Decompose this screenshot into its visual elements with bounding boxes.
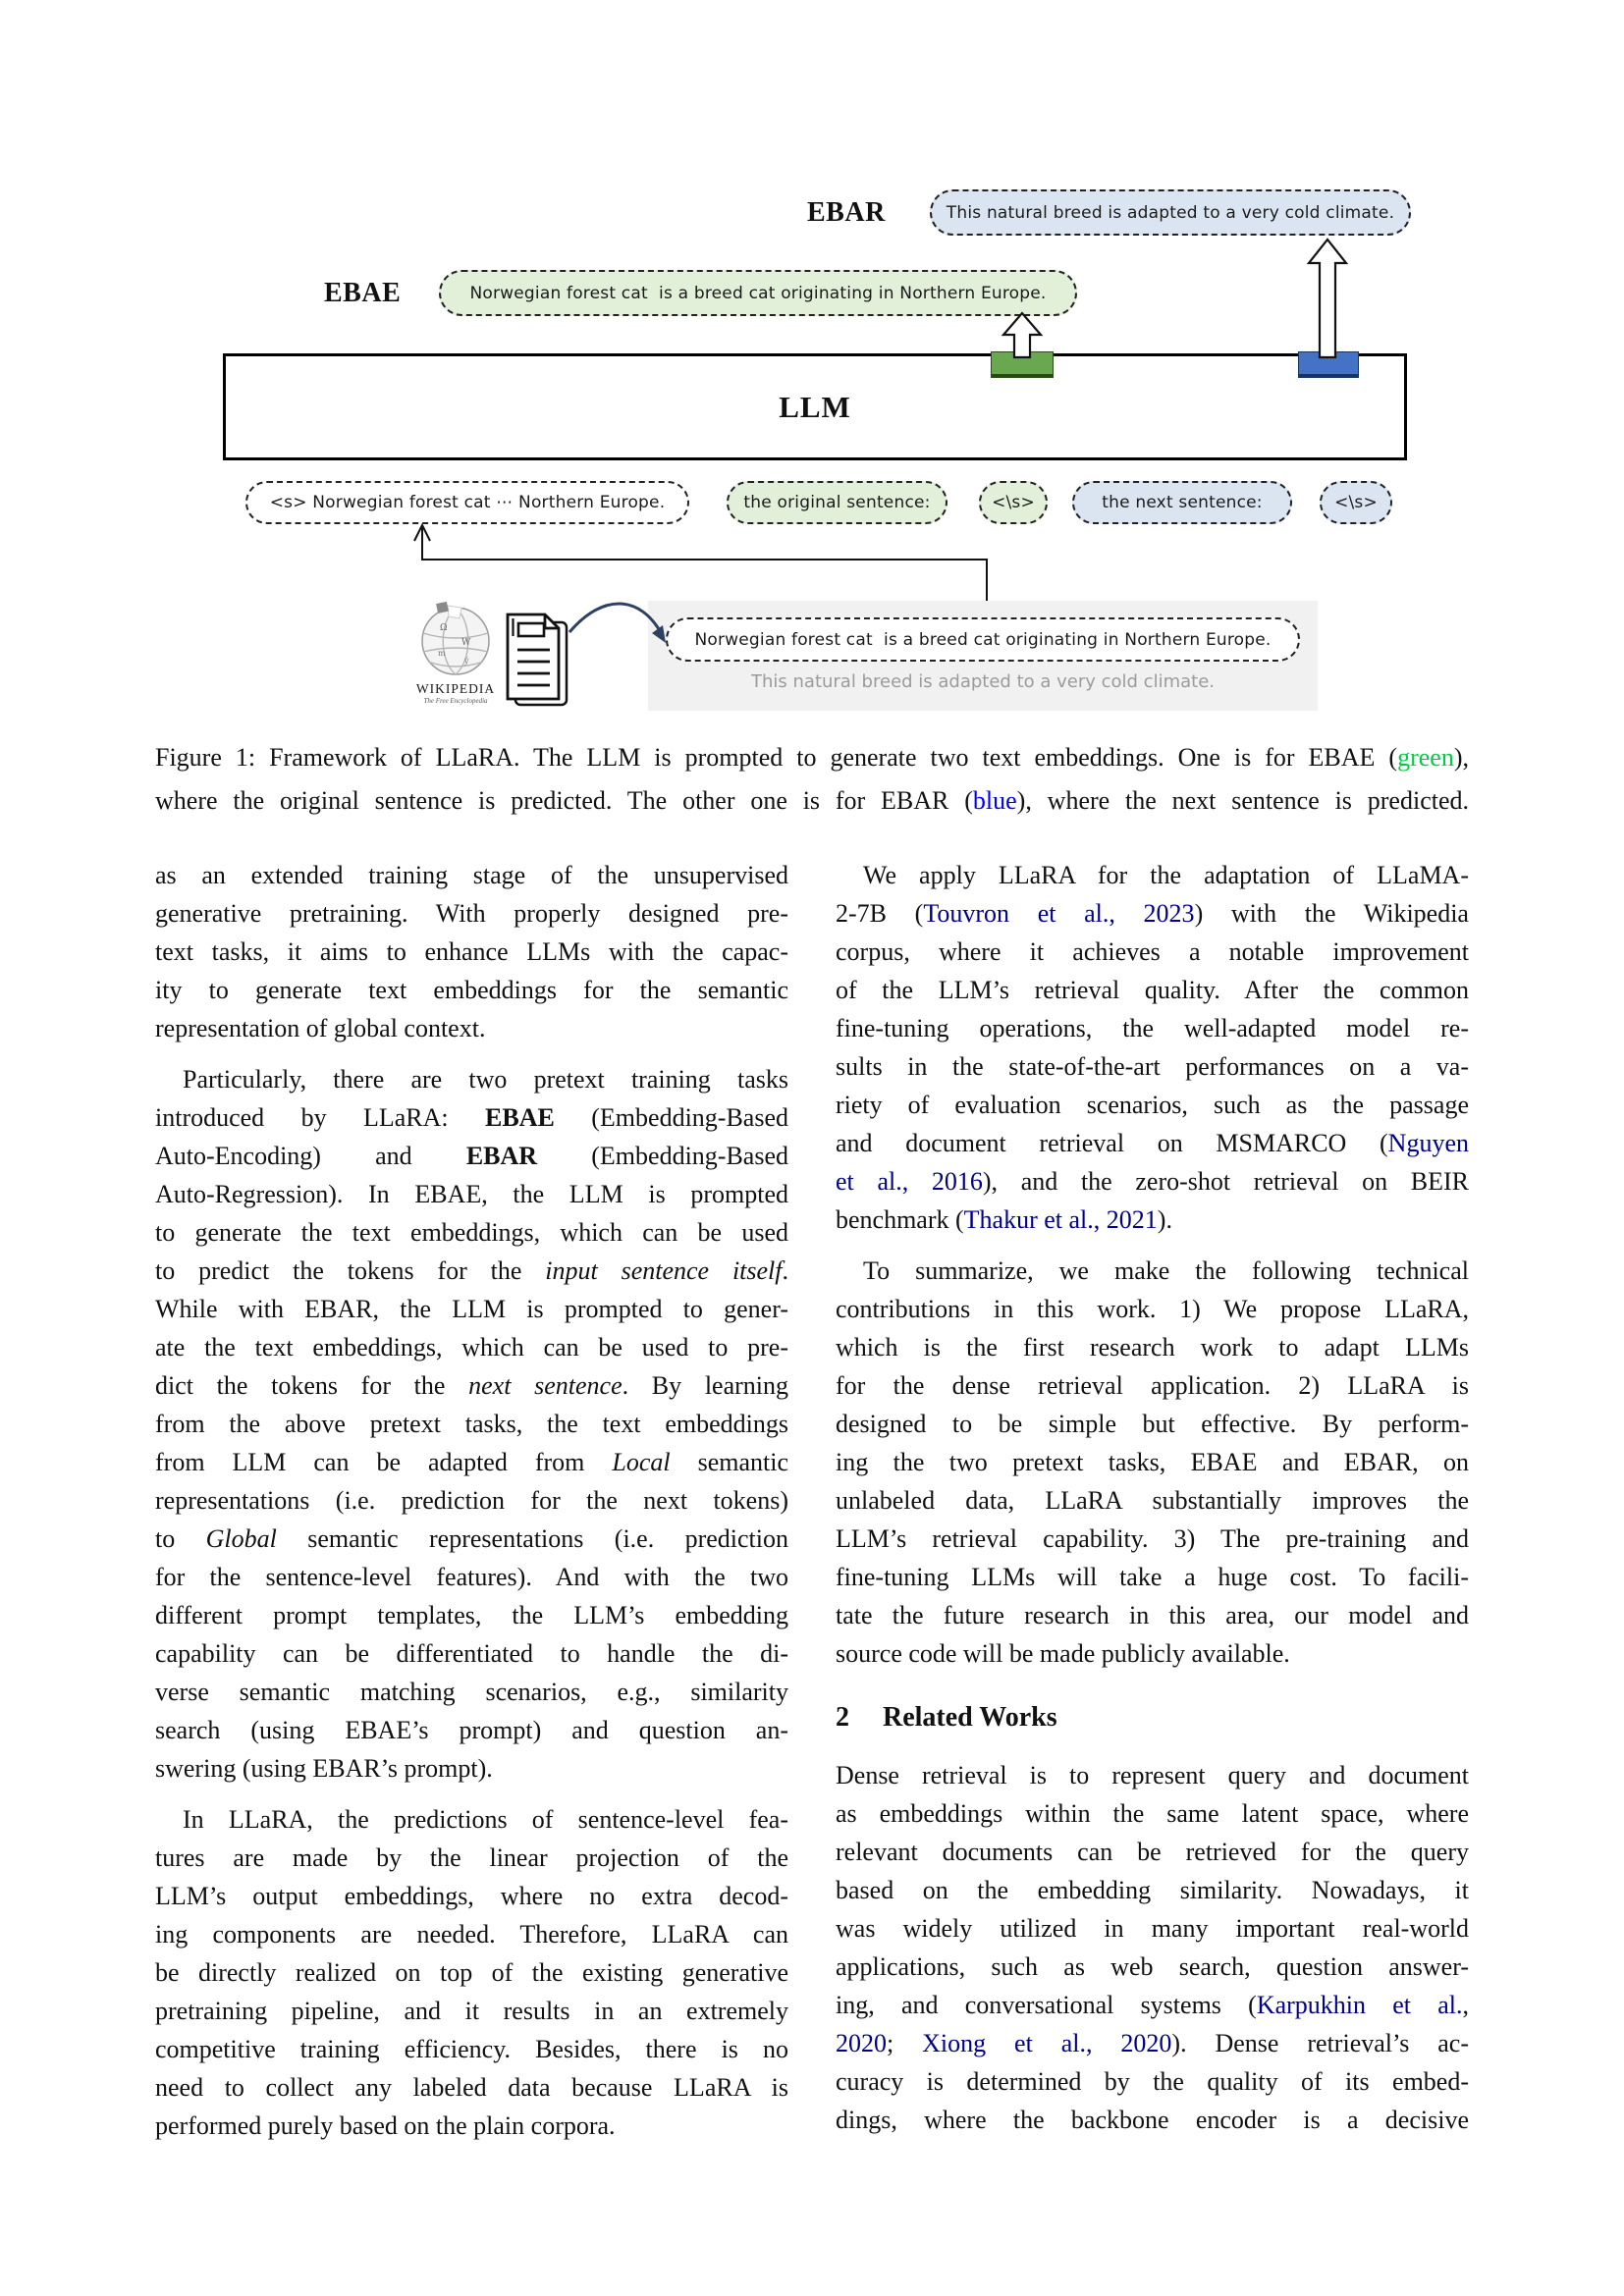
- text-line: [836, 1009, 1469, 1047]
- text-segment: designed to be simple but effective. By perform-: [836, 1410, 1469, 1438]
- text-line: [836, 1162, 1469, 1201]
- text-line: [155, 1481, 788, 1520]
- text-segment: based on the embedding similarity. Nowadays, it: [836, 1876, 1469, 1904]
- document-icon: [494, 611, 576, 711]
- text-segment: swering (using EBAR’s prompt).: [155, 1754, 493, 1783]
- citation-link[interactable]: Thakur et al., 2021: [963, 1205, 1158, 1234]
- text-segment: next sentence: [468, 1371, 623, 1400]
- text-line: [155, 1252, 788, 1290]
- text-segment: for the dense retrieval application. 2) LLaRA is: [836, 1371, 1469, 1400]
- text-segment: ), and the zero-shot retrieval on BEIR: [982, 1167, 1469, 1196]
- text-line: [155, 1877, 788, 1915]
- text-segment: benchmark (: [836, 1205, 964, 1234]
- text-segment: fine-tuning operations, the well-adapted model re-: [836, 1014, 1469, 1042]
- text-segment: from LLM can be adapted from: [155, 1448, 613, 1476]
- text-segment: tate the future research in this area, our model and: [836, 1601, 1469, 1629]
- text-line: [155, 1634, 788, 1673]
- text-line: [836, 1520, 1469, 1558]
- citation-link[interactable]: et al., 2016: [836, 1167, 983, 1196]
- text-segment: We apply LLaRA for the adaptation of LLaMA-: [863, 861, 1469, 889]
- text-line: [836, 1086, 1469, 1124]
- text-line: [155, 1596, 788, 1634]
- text-segment: different prompt templates, the LLM’s embedding: [155, 1601, 788, 1629]
- paragraph: [836, 1756, 1469, 2139]
- llm-box: [223, 353, 1407, 460]
- text-segment: text tasks, it aims to enhance LLMs with the capac-: [155, 937, 788, 966]
- text-segment: to predict the tokens for the: [155, 1256, 546, 1285]
- text-segment: (Embedding-Based: [554, 1103, 788, 1132]
- text-line: [155, 894, 788, 933]
- text-segment: fine-tuning LLMs will take a huge cost. To facili-: [836, 1563, 1469, 1591]
- text-line: [836, 856, 1469, 894]
- text-segment: applications, such as web search, question answer-: [836, 1952, 1469, 1981]
- text-segment: which is the first research work to adapt LLMs: [836, 1333, 1469, 1362]
- section-title: Related Works: [883, 1702, 1057, 1733]
- text-line: [155, 1839, 788, 1877]
- text-segment: performed purely based on the plain corpora.: [155, 2111, 616, 2140]
- text-segment: ate the text embeddings, which can be used to pre-: [155, 1333, 788, 1362]
- text-segment: blue: [972, 786, 1017, 815]
- llm-label: LLM: [779, 389, 851, 424]
- text-segment: semantic: [670, 1448, 788, 1476]
- citation-link[interactable]: Karpukhin et al.: [1256, 1991, 1463, 2019]
- input-connector-line: [422, 527, 987, 601]
- text-line: [836, 2101, 1469, 2139]
- text-segment: While with EBAR, the LLM is prompted to gener-: [155, 1295, 788, 1323]
- text-segment: dict the tokens for the: [155, 1371, 469, 1400]
- text-segment: was widely utilized in many important real-world: [836, 1914, 1469, 1943]
- text-line: [836, 1634, 1469, 1673]
- text-segment: ing, and conversational systems (: [836, 1991, 1257, 2019]
- token-input-sentence-pill: <s> Norwegian forest cat ⋯ Northern Europe.: [245, 481, 689, 524]
- text-line: [836, 1948, 1469, 1986]
- text-segment: riety of evaluation scenarios, such as the passage: [836, 1091, 1469, 1119]
- text-segment: LLM’s retrieval capability. 3) The pre-training and: [836, 1524, 1469, 1553]
- text-segment: . By learning: [622, 1371, 789, 1400]
- ebar-arrow-icon: [1309, 240, 1346, 357]
- svg-text:The Free Encyclopedia: The Free Encyclopedia: [423, 697, 488, 705]
- text-line: [155, 736, 1469, 779]
- text-segment: sults in the state-of-the-art performances on a va-: [836, 1052, 1469, 1081]
- svg-text:ý: ý: [464, 657, 469, 666]
- input-connector-arrowhead: [414, 525, 430, 541]
- text-line: [836, 1871, 1469, 1909]
- text-line: [155, 1443, 788, 1481]
- svg-text:m: m: [438, 649, 446, 658]
- text-segment: source code will be made publicly available.: [836, 1639, 1290, 1668]
- text-segment: dings, where the backbone encoder is a decisive: [836, 2106, 1469, 2134]
- text-segment: representation of global context.: [155, 1014, 486, 1042]
- text-segment: Global: [205, 1524, 277, 1553]
- text-line: [155, 1520, 788, 1558]
- text-segment: verse semantic matching scenarios, e.g., similarity: [155, 1678, 788, 1706]
- citation-link[interactable]: Touvron et al., 2023: [923, 899, 1195, 928]
- text-line: [155, 971, 788, 1009]
- text-segment: Auto-Regression). In EBAE, the LLM is prompted: [155, 1180, 788, 1208]
- text-line: [155, 1009, 788, 1047]
- text-line: [836, 1124, 1469, 1162]
- text-line: [155, 1800, 788, 1839]
- text-segment: contributions in this work. 1) We propose LLaRA,: [836, 1295, 1469, 1323]
- text-segment: Auto-Encoding) and: [155, 1142, 466, 1170]
- text-segment: input sentence itself: [545, 1256, 783, 1285]
- text-line: [155, 1366, 788, 1405]
- figure-1: [0, 0, 1624, 734]
- text-segment: ity to generate text embeddings for the semantic: [155, 976, 788, 1004]
- text-line: [155, 1213, 788, 1252]
- text-segment: be directly realized on top of the existing generative: [155, 1958, 788, 1987]
- text-segment: To summarize, we make the following technical: [863, 1256, 1469, 1285]
- body-columns: [155, 856, 1469, 2158]
- paragraph: [155, 856, 788, 1047]
- citation-link[interactable]: 2020: [836, 2029, 887, 2057]
- text-line: [836, 1047, 1469, 1086]
- text-line: [836, 933, 1469, 971]
- text-segment: ing the two pretext tasks, EBAE and EBAR, on: [836, 1448, 1469, 1476]
- text-line: [155, 1992, 788, 2030]
- text-line: [836, 1252, 1469, 1290]
- text-segment: 2-7B (: [836, 899, 924, 928]
- left-column: [155, 856, 788, 2158]
- text-line: [155, 1175, 788, 1213]
- text-line: [155, 1558, 788, 1596]
- text-line: [155, 2068, 788, 2107]
- text-segment: ,: [1462, 1991, 1470, 2019]
- text-segment: to generate the text embeddings, which can be used: [155, 1218, 788, 1247]
- text-segment: relevant documents can be retrieved for the query: [836, 1838, 1469, 1866]
- section-number: 2: [836, 1702, 849, 1733]
- text-segment: Particularly, there are two pretext training tasks: [183, 1065, 788, 1094]
- text-segment: ), where the next sentence is predicted.: [1016, 786, 1469, 815]
- paragraph: [155, 1800, 788, 2145]
- text-line: [155, 1953, 788, 1992]
- token-eos-green-pill: <\s>: [979, 481, 1048, 524]
- text-line: [836, 1794, 1469, 1833]
- text-segment: capability can be differentiated to handle the di-: [155, 1639, 788, 1668]
- text-segment: representations (i.e. prediction for the next tokens): [155, 1486, 788, 1515]
- text-segment: Figure 1: Framework of LLaRA. The LLM is prompted to generate two text embeddings. One is for EBAE (: [155, 743, 1398, 772]
- text-line: [836, 2062, 1469, 2101]
- ebae-embedding-connector: [991, 351, 1054, 378]
- text-segment: to: [155, 1524, 206, 1553]
- text-segment: pretraining pipeline, and it results in an extremely: [155, 1997, 788, 2025]
- text-segment: generative pretraining. With properly designed pre-: [155, 899, 788, 928]
- text-line: [155, 1749, 788, 1788]
- text-line: [155, 2107, 788, 2145]
- citation-link[interactable]: Xiong et al., 2020: [922, 2029, 1172, 2057]
- text-segment: search (using EBAE’s prompt) and question an-: [155, 1716, 788, 1744]
- ebae-label: EBAE: [324, 278, 402, 308]
- text-segment: EBAE: [485, 1103, 555, 1132]
- text-line: [155, 1060, 788, 1098]
- text-segment: ing components are needed. Therefore, LLaRA can: [155, 1920, 788, 1949]
- token-original-sentence-prompt-pill: the original sentence:: [727, 481, 947, 524]
- ebar-label: EBAR: [807, 197, 886, 228]
- text-segment: and document retrieval on MSMARCO (: [836, 1129, 1388, 1157]
- text-line: [155, 1328, 788, 1366]
- source-original-sentence-pill: Norwegian forest cat is a breed cat originating in Northern Europe.: [666, 617, 1300, 662]
- text-line: [836, 1443, 1469, 1481]
- text-line: [836, 1558, 1469, 1596]
- text-line: [155, 856, 788, 894]
- paragraph: [836, 856, 1469, 1239]
- text-segment: need to collect any labeled data because LLaRA is: [155, 2073, 788, 2102]
- text-segment: for the sentence-level features). And with the two: [155, 1563, 788, 1591]
- text-line: [836, 1328, 1469, 1366]
- text-segment: (Embedding-Based: [537, 1142, 788, 1170]
- svg-text:Ω: Ω: [440, 623, 448, 633]
- section-heading-related-works: [836, 1698, 1469, 1736]
- paragraph: [836, 1252, 1469, 1673]
- text-line: [836, 1366, 1469, 1405]
- text-line: [155, 1290, 788, 1328]
- text-line: [155, 1405, 788, 1443]
- text-line: [836, 1290, 1469, 1328]
- text-segment: Dense retrieval is to represent query and document: [836, 1761, 1469, 1789]
- figure-caption: [155, 736, 1469, 823]
- text-line: [836, 1201, 1469, 1239]
- text-segment: competitive training efficiency. Besides, there is no: [155, 2035, 788, 2063]
- svg-text:WIKIPEDIA: WIKIPEDIA: [415, 681, 496, 696]
- text-segment: green: [1397, 743, 1454, 772]
- text-segment: semantic representations (i.e. prediction: [276, 1524, 788, 1553]
- text-segment: In LLaRA, the predictions of sentence-level fea-: [183, 1805, 788, 1834]
- text-segment: as embeddings within the same latent space, where: [836, 1799, 1469, 1828]
- text-segment: LLM’s output embeddings, where no extra decod-: [155, 1882, 788, 1910]
- text-line: [836, 1756, 1469, 1794]
- text-line: [836, 894, 1469, 933]
- text-segment: introduced by LLaRA:: [155, 1103, 486, 1132]
- text-line: [836, 2024, 1469, 2062]
- ebar-embedding-connector: [1298, 351, 1359, 378]
- text-line: [836, 1833, 1469, 1871]
- text-line: [155, 1711, 788, 1749]
- text-line: [836, 1986, 1469, 2024]
- paragraph: [155, 1060, 788, 1788]
- text-segment: ).: [1157, 1205, 1172, 1234]
- citation-link[interactable]: Nguyen: [1387, 1129, 1469, 1157]
- text-segment: where the original sentence is predicted. The other one is for EBAR (: [155, 786, 973, 815]
- text-line: [155, 933, 788, 971]
- text-segment: ). Dense retrieval’s ac-: [1171, 2029, 1469, 2057]
- text-line: [155, 2030, 788, 2068]
- text-segment: curacy is determined by the quality of its embed-: [836, 2067, 1469, 2096]
- text-line: [155, 1137, 788, 1175]
- source-corpus-box: [648, 601, 1318, 711]
- text-segment: from the above pretext tasks, the text embeddings: [155, 1410, 788, 1438]
- right-column: [836, 856, 1469, 2158]
- text-segment: unlabeled data, LLaRA substantially improves the: [836, 1486, 1469, 1515]
- text-line: [836, 1405, 1469, 1443]
- wikipedia-logo-icon: [410, 601, 501, 707]
- text-line: [836, 1909, 1469, 1948]
- text-segment: .: [782, 1256, 788, 1285]
- text-line: [836, 971, 1469, 1009]
- text-line: [155, 1673, 788, 1711]
- token-next-sentence-prompt-pill: the next sentence:: [1072, 481, 1292, 524]
- source-next-sentence: This natural breed is adapted to a very cold climate.: [751, 671, 1215, 692]
- token-eos-blue-pill: <\s>: [1320, 481, 1392, 524]
- text-segment: ) with the Wikipedia: [1194, 899, 1469, 928]
- text-segment: EBAR: [465, 1142, 538, 1170]
- svg-text:W: W: [461, 638, 471, 648]
- text-segment: tures are made by the linear projection of the: [155, 1843, 788, 1872]
- text-segment: Local: [612, 1448, 671, 1476]
- text-segment: ),: [1453, 743, 1469, 772]
- text-segment: corpus, where it achieves a notable improvement: [836, 937, 1469, 966]
- ebae-output-pill: Norwegian forest cat is a breed cat originating in Northern Europe.: [439, 270, 1077, 316]
- ebar-output-pill: This natural breed is adapted to a very cold climate.: [930, 189, 1411, 236]
- text-line: [155, 1915, 788, 1953]
- text-segment: as an extended training stage of the unsupervised: [155, 861, 788, 889]
- text-line: [836, 1596, 1469, 1634]
- text-line: [155, 1098, 788, 1137]
- text-line: [836, 1481, 1469, 1520]
- text-line: [155, 779, 1469, 823]
- text-segment: of the LLM’s retrieval quality. After the common: [836, 976, 1469, 1004]
- text-segment: ;: [887, 2029, 923, 2057]
